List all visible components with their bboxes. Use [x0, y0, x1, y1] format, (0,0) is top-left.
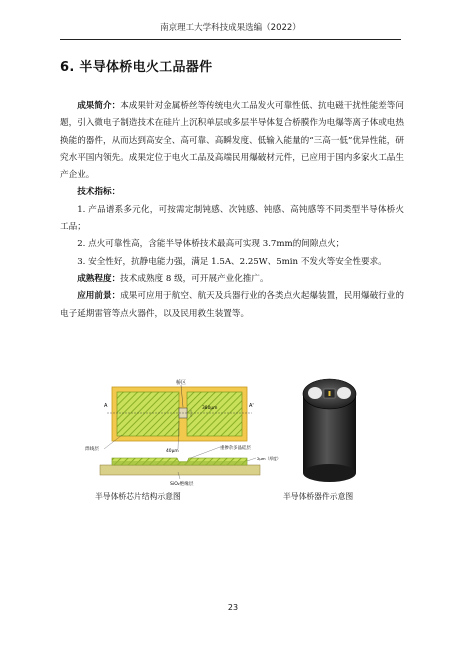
figure1-caption: 半导体桥芯片结构示意图: [95, 492, 181, 501]
device-bottom: [303, 464, 356, 482]
substrate-cross-section: [100, 465, 260, 475]
tech-item-1: 1. 产品谱系多元化，可按需定制钝感、次钝感、钝感、高钝感等不同类型半导体桥火工品；: [60, 204, 404, 233]
summary-text: 本成果针对金属桥丝等传统电火工品发火可靠性低、抗电磁干扰性能差等问题，引入微电子制造技术在硅片上沉积单层或多层半导体复合桥膜作为电爆等离子体或电热换能的器件，从而达到高安全、高可靠、高瞬发度、低输入能量的“三高一低”优异性能，研究水平国内领先。成果定位于电火工品及高端民用爆破材元件，已应用于国内多家火工品生产企业。: [60, 101, 404, 181]
bridge-element: [329, 391, 331, 396]
gap-label: 2μm（厚度）: [257, 456, 281, 461]
length-label: 40μm: [166, 449, 179, 454]
summary-paragraph: [60, 98, 404, 184]
sio2-label: SiO₂绝缘层: [170, 482, 194, 487]
width-label: 380μm: [202, 406, 218, 411]
page-header: 南京理工大学科技成果选编（2022）: [60, 21, 401, 40]
summary-label: 成果简介：: [77, 101, 121, 111]
section-title: 6. 半导体桥电火工品器件: [60, 60, 213, 75]
tech-item-2: 2. 点火可靠性高，含能半导体桥技术最高可实现 3.7mm的间隙点火；: [77, 239, 345, 250]
maturity-paragraph: [60, 271, 404, 288]
page-number: 23: [227, 603, 239, 612]
pad-label: 焊线层: [85, 447, 99, 452]
right-pad: [187, 392, 242, 436]
bridge-chip-diagram: [85, 379, 281, 487]
section-a-left: A: [104, 403, 108, 409]
tech-label: 技术指标：: [77, 187, 121, 198]
application-paragraph: [60, 288, 404, 323]
figure2-caption: 半导体桥器件示意图: [283, 492, 354, 501]
maturity-label: 成熟程度：: [77, 273, 121, 284]
tech-heading: [60, 184, 404, 201]
left-pad: [117, 392, 179, 436]
poly-layer: [112, 461, 247, 465]
poly-label: 重掺杂多晶硅层: [220, 446, 251, 451]
right-electrode: [337, 387, 351, 399]
article-body: [60, 98, 404, 323]
tech-item-3: 3. 安全性好，抗静电能力强，满足 1.5A、2.25W、5min 不发火等安全性要求。: [77, 256, 387, 267]
application-text: 成果可应用于航空、航天及兵器行业的各类点火起爆装置，民用爆破行业的电子延期雷管等点火器件，以及民用救生装置等。: [60, 291, 404, 319]
application-label: 应用前景：: [77, 291, 121, 302]
maturity-text: 技术成熟度 8 级，可开展产业化推广。: [120, 273, 269, 284]
left-electrode: [308, 387, 322, 399]
bridge-device-illustration: [303, 379, 356, 482]
section-a-right: A': [249, 403, 254, 409]
bridge-label: 桥区: [176, 380, 187, 386]
